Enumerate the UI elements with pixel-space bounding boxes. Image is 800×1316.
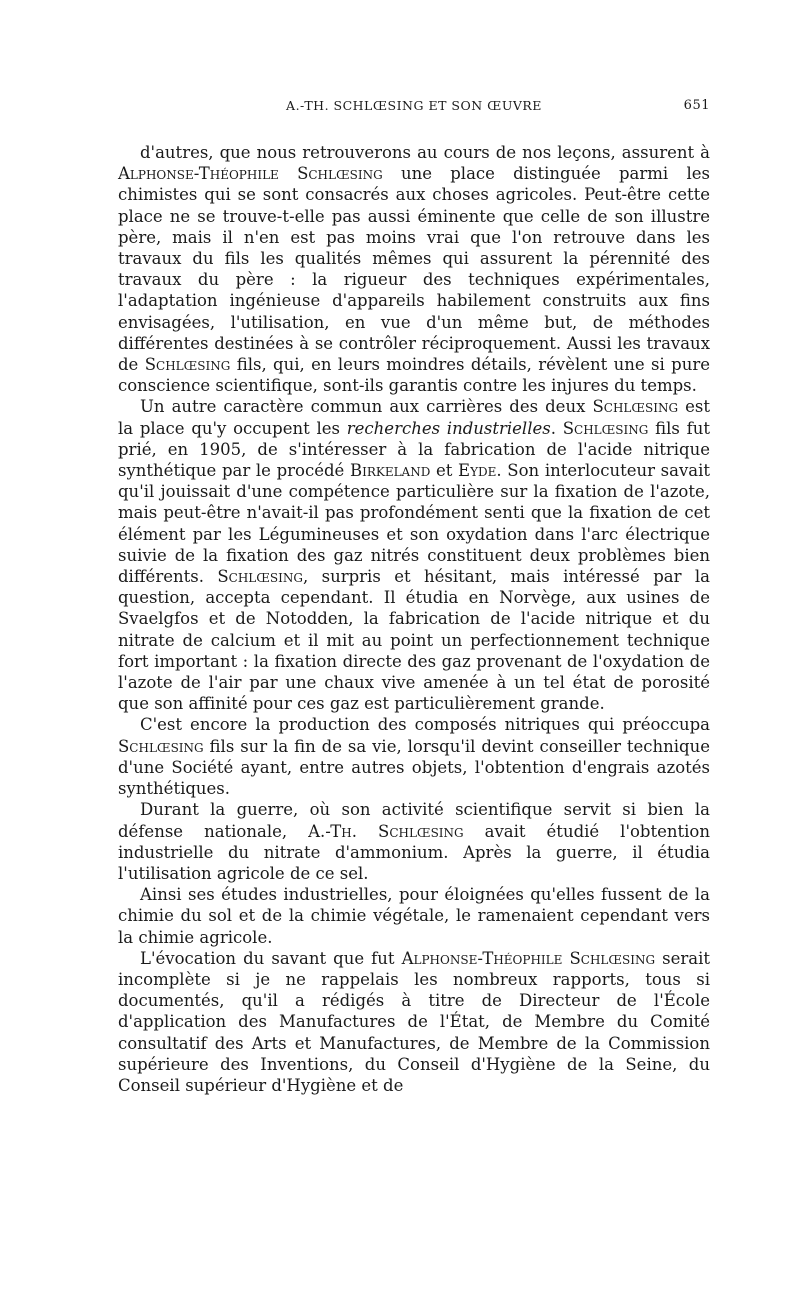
text-segment: . bbox=[550, 418, 563, 438]
name-small-caps: Eyde bbox=[458, 461, 497, 481]
paragraph bbox=[118, 714, 710, 799]
text-segment: . Son interlocuteur savait qu'il jouissait d'une compétence particulière sur la fixation de l'azote, mais peut-être n'avait-il pas profondément senti que la fixation de cet élément par les Légumineuses et son oxydation dans l'arc électrique suivie de la fixation des gaz nitrés constituent deux problèmes bien différents. bbox=[118, 461, 711, 587]
name-small-caps: Schlœsing bbox=[144, 355, 231, 375]
running-header bbox=[118, 98, 710, 124]
text-segment: fils fut prié, en 1905, de s'intéresser à la fabrication de l'acide nitrique synthétique par le procédé bbox=[118, 418, 710, 481]
text-segment: une place distinguée parmi les chimistes qui se sont consacrés aux choses agricoles. Peut-être cette place ne se trouve-t-elle pas aussi éminente que celle de son illustre père, mais il n'en est pas moins vrai que l'on retrouve dans les travaux du fils les qualités mêmes qui assurent la pérennité des travaux du père : la rigueur des techniques expérimentales, l'adaptation ingénieuse d'appareils habilement construits aux fins envisagées, l'utilisation, en vue d'un même but, de méthodes différentes destinées à se contrôler réciproquement. Aussi les travaux de bbox=[118, 164, 710, 375]
name-small-caps: A.-Th. Schlœsing bbox=[308, 821, 464, 841]
text-segment: fils sur la fin de sa vie, lorsqu'il devint conseiller technique d'une Société ayant, entre autres objets, l'obtention d'engrais azotés synthétiques. bbox=[118, 736, 710, 799]
name-small-caps: Alphonse-Théophile Schlœsing bbox=[401, 948, 656, 968]
paragraph bbox=[118, 884, 710, 948]
name-small-caps: Schlœsing bbox=[562, 418, 649, 438]
running-title: A.-TH. SCHLŒSING ET SON ŒUVRE bbox=[286, 98, 542, 113]
name-small-caps: Schlœsing bbox=[217, 567, 303, 587]
text-segment: Durant la guerre, où son activité scientifique servit si bien la défense nationale, bbox=[118, 800, 710, 841]
text-segment: fils, qui, en leurs moindres détails, révèlent une si pure conscience scientifique, sont-ils garantis contre les injures du temps. bbox=[118, 355, 711, 396]
text-segment: et bbox=[430, 461, 459, 481]
text-segment: , surpris et hésitant, mais intéressé par la question, accepta cependant. Il étudia en Norvège, aux usines de Svaelgfos et de Notodden, la fabrication de l'acide nitrique et du nitrate de calcium et il mit au point un perfectionnement technique fort important : la fixation directe des gaz provenant de l'oxydation de l'azote de l'air par une chaux vive amenée à un tel état de porosité que son affinité pour ces gaz est particulièrement grande. bbox=[118, 567, 710, 714]
paragraph bbox=[118, 948, 710, 1096]
text-segment: Ainsi ses études industrielles, pour éloignées qu'elles fussent de la chimie du sol et de la chimie végétale, le ramenaient cependant vers la chimie agricole. bbox=[118, 885, 710, 947]
paragraph bbox=[118, 396, 710, 714]
name-small-caps: Birkeland bbox=[349, 461, 431, 481]
name-small-caps: Alphonse-Théophile Schlœsing bbox=[118, 164, 383, 184]
text-segment: C'est encore la production des composés nitriques qui préoccupa bbox=[140, 715, 710, 735]
paragraph bbox=[118, 142, 710, 396]
text-segment: L'évocation du savant que fut bbox=[140, 948, 402, 968]
paragraph bbox=[118, 799, 710, 884]
italic-text: recherches industrielles bbox=[346, 418, 551, 438]
text-segment: est la place qu'y occupent les bbox=[118, 397, 711, 438]
text-segment: Un autre caractère commun aux carrières des deux bbox=[140, 397, 593, 417]
name-small-caps: Schlœsing bbox=[592, 397, 679, 417]
name-small-caps: Schlœsing bbox=[118, 736, 204, 756]
text-segment: serait incomplète si je ne rappelais les nombreux rapports, tous si documentés, qu'il a rédigés à titre de Directeur de l'École d'application des Manufactures de l'État, de Membre du Comité consultatif des Arts et Manufactures, de Membre de la Commission supérieure des Inventions, du Conseil d'Hygiène de la Seine, du Conseil supérieur d'Hygiène et de bbox=[118, 948, 711, 1095]
text-segment: avait étudié l'obtention industrielle du nitrate d'ammonium. Après la guerre, il étudia l'utilisation agricole de ce sel. bbox=[118, 821, 710, 883]
page bbox=[118, 98, 710, 1096]
page-number: 651 bbox=[683, 98, 710, 113]
body-text bbox=[118, 142, 710, 1096]
text-segment: d'autres, que nous retrouverons au cours de nos leçons, assurent à bbox=[140, 143, 710, 162]
